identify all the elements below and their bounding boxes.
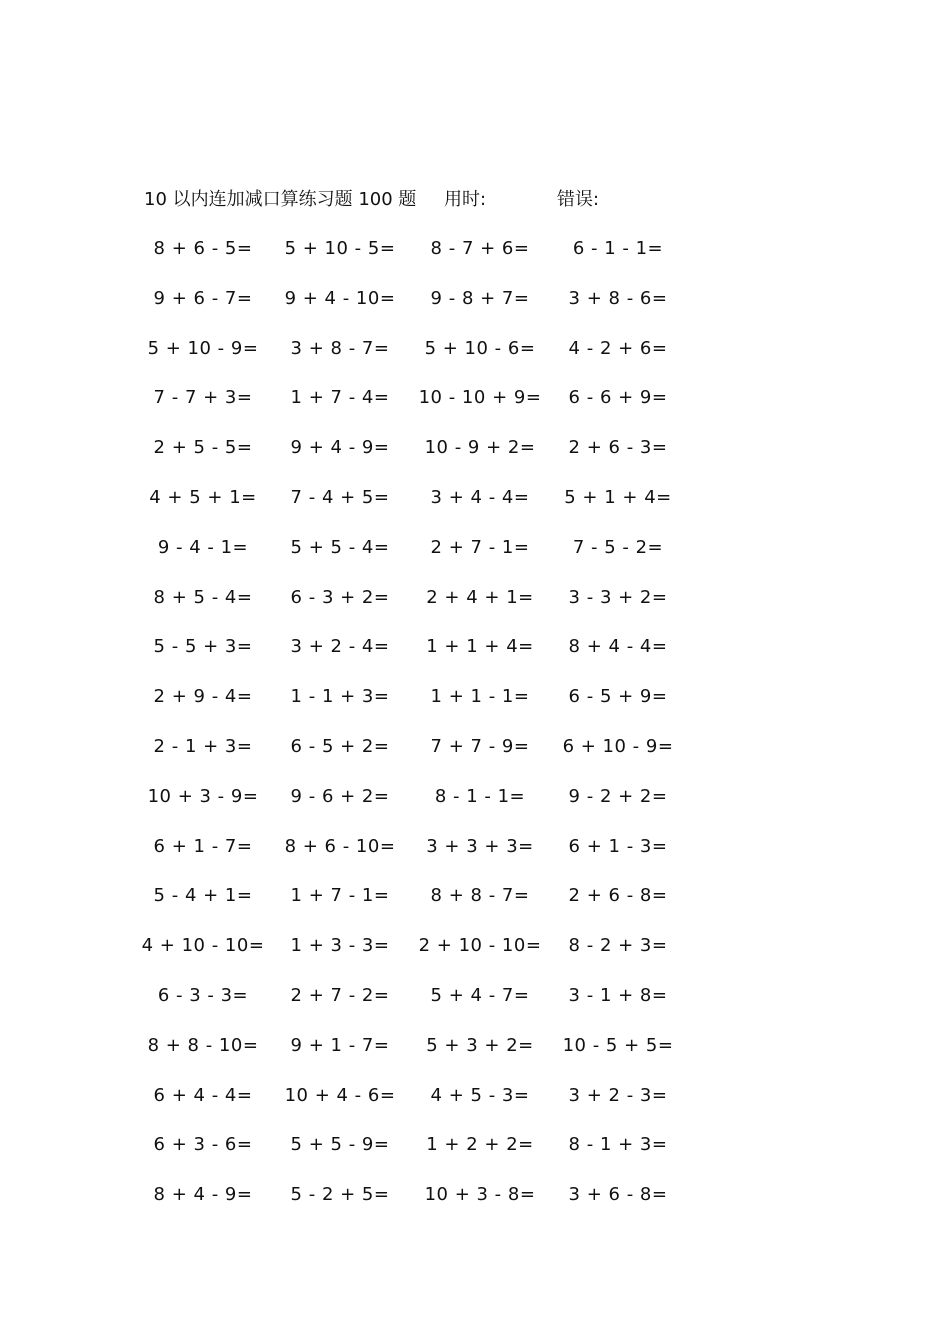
- problem-item: 1 + 2 + 2=: [426, 1134, 534, 1156]
- problem-item: 5 + 10 - 6=: [424, 337, 536, 359]
- problem-row: [0, 882, 950, 932]
- problem-item: 3 + 4 - 4=: [430, 486, 530, 508]
- problem-item: 6 - 3 + 2=: [290, 586, 390, 608]
- problem-item: 6 - 3 - 3=: [157, 984, 249, 1006]
- problem-row: [0, 733, 950, 783]
- problem-item: 9 + 4 - 10=: [284, 287, 396, 309]
- problem-row: [0, 1032, 950, 1082]
- problem-item: 6 + 10 - 9=: [562, 735, 674, 757]
- problem-item: 8 + 4 - 4=: [568, 636, 668, 658]
- problem-item: 9 + 1 - 7=: [290, 1034, 390, 1056]
- problem-item: 10 + 4 - 6=: [284, 1084, 396, 1106]
- worksheet-title: 10 以内连加减口算练习题 100 题: [144, 189, 417, 210]
- problem-item: 3 + 6 - 8=: [568, 1184, 668, 1206]
- problem-item: 10 - 9 + 2=: [424, 437, 536, 459]
- problem-item: 5 - 5 + 3=: [153, 636, 253, 658]
- problem-item: 1 + 7 - 4=: [290, 387, 390, 409]
- problem-item: 10 + 3 - 9=: [147, 785, 259, 807]
- problem-item: 5 + 3 + 2=: [426, 1034, 534, 1056]
- problem-row: [0, 1181, 950, 1231]
- problem-item: 5 - 2 + 5=: [290, 1184, 390, 1206]
- problem-row: [0, 1082, 950, 1132]
- problem-item: 2 + 9 - 4=: [153, 686, 253, 708]
- error-label: 错误:: [557, 189, 600, 210]
- problem-item: 6 - 1 - 1=: [572, 238, 664, 259]
- problem-item: 6 - 6 + 9=: [568, 387, 668, 409]
- problem-item: 5 + 10 - 5=: [284, 238, 396, 259]
- problem-item: 6 + 4 - 4=: [153, 1084, 253, 1106]
- problem-item: 1 + 1 + 4=: [426, 636, 534, 658]
- problem-item: 8 - 1 + 3=: [568, 1134, 668, 1156]
- problem-item: 2 + 10 - 10=: [418, 935, 542, 957]
- problem-row: [0, 932, 950, 982]
- problem-item: 1 - 1 + 3=: [290, 686, 390, 708]
- problem-item: 2 - 1 + 3=: [153, 735, 253, 757]
- problem-row: [0, 833, 950, 883]
- problem-row: [0, 434, 950, 484]
- problem-row: [0, 534, 950, 584]
- problem-item: 2 + 4 + 1=: [426, 586, 534, 608]
- problem-item: 2 + 5 - 5=: [153, 437, 253, 459]
- problem-item: 10 + 3 - 8=: [424, 1184, 536, 1206]
- problem-item: 3 + 3 + 3=: [426, 835, 534, 857]
- problem-item: 3 + 8 - 7=: [290, 337, 390, 359]
- problem-item: 5 + 1 + 4=: [564, 486, 672, 508]
- problem-item: 3 + 2 - 4=: [290, 636, 390, 658]
- problem-item: 9 - 8 + 7=: [430, 287, 530, 309]
- problem-row: [0, 335, 950, 385]
- problem-item: 4 + 5 + 1=: [149, 486, 257, 508]
- problem-item: 6 - 5 + 2=: [290, 735, 390, 757]
- problem-item: 3 + 2 - 3=: [568, 1084, 668, 1106]
- problem-item: 4 + 5 - 3=: [430, 1084, 530, 1106]
- problem-item: 6 + 1 - 7=: [153, 835, 253, 857]
- time-label: 用时:: [444, 189, 487, 210]
- problem-item: 5 + 10 - 9=: [147, 337, 259, 359]
- problem-item: 9 + 6 - 7=: [153, 287, 253, 309]
- problem-item: 9 - 4 - 1=: [157, 536, 249, 558]
- problem-row: [0, 285, 950, 335]
- problem-item: 8 + 6 - 5=: [153, 238, 253, 259]
- problem-item: 2 + 6 - 8=: [568, 885, 668, 907]
- problem-item: 4 - 2 + 6=: [568, 337, 668, 359]
- problem-item: 8 + 4 - 9=: [153, 1184, 253, 1206]
- problem-row: [0, 235, 950, 285]
- problem-item: 8 - 2 + 3=: [568, 935, 668, 957]
- problem-item: 6 + 1 - 3=: [568, 835, 668, 857]
- problem-item: 6 - 5 + 9=: [568, 686, 668, 708]
- problem-item: 8 + 8 - 7=: [430, 885, 530, 907]
- problem-row: [0, 982, 950, 1032]
- problem-item: 1 + 7 - 1=: [290, 885, 390, 907]
- problem-item: 1 + 3 - 3=: [290, 935, 390, 957]
- problem-item: 9 + 4 - 9=: [290, 437, 390, 459]
- problem-item: 3 + 8 - 6=: [568, 287, 668, 309]
- problem-item: 10 - 10 + 9=: [418, 387, 542, 409]
- problem-row: [0, 384, 950, 434]
- problem-item: 5 + 5 - 4=: [290, 536, 390, 558]
- problem-item: 9 - 6 + 2=: [290, 785, 390, 807]
- problem-item: 6 + 3 - 6=: [153, 1134, 253, 1156]
- problem-item: 8 - 1 - 1=: [434, 785, 526, 807]
- problem-grid: [0, 235, 950, 1231]
- problem-item: 9 - 2 + 2=: [568, 785, 668, 807]
- problem-item: 2 + 7 - 1=: [430, 536, 530, 558]
- problem-item: 8 + 5 - 4=: [153, 586, 253, 608]
- problem-item: 7 + 7 - 9=: [430, 735, 530, 757]
- problem-item: 5 + 5 - 9=: [290, 1134, 390, 1156]
- problem-row: [0, 633, 950, 683]
- problem-row: [0, 484, 950, 534]
- problem-item: 5 - 4 + 1=: [153, 885, 253, 907]
- problem-item: 2 + 6 - 3=: [568, 437, 668, 459]
- problem-item: 7 - 5 - 2=: [572, 536, 664, 558]
- problem-item: 4 + 10 - 10=: [141, 935, 265, 957]
- problem-item: 2 + 7 - 2=: [290, 984, 390, 1006]
- problem-item: 3 - 3 + 2=: [568, 586, 668, 608]
- problem-row: [0, 683, 950, 733]
- problem-item: 8 - 7 + 6=: [430, 238, 530, 259]
- problem-item: 3 - 1 + 8=: [568, 984, 668, 1006]
- problem-row: [0, 783, 950, 833]
- problem-item: 5 + 4 - 7=: [430, 984, 530, 1006]
- problem-item: 1 + 1 - 1=: [430, 686, 530, 708]
- problem-item: 7 - 4 + 5=: [290, 486, 390, 508]
- problem-row: [0, 584, 950, 634]
- problem-item: 7 - 7 + 3=: [153, 387, 253, 409]
- problem-item: 8 + 6 - 10=: [284, 835, 396, 857]
- problem-item: 10 - 5 + 5=: [562, 1034, 674, 1056]
- problem-row: [0, 1131, 950, 1181]
- problem-item: 8 + 8 - 10=: [147, 1034, 259, 1056]
